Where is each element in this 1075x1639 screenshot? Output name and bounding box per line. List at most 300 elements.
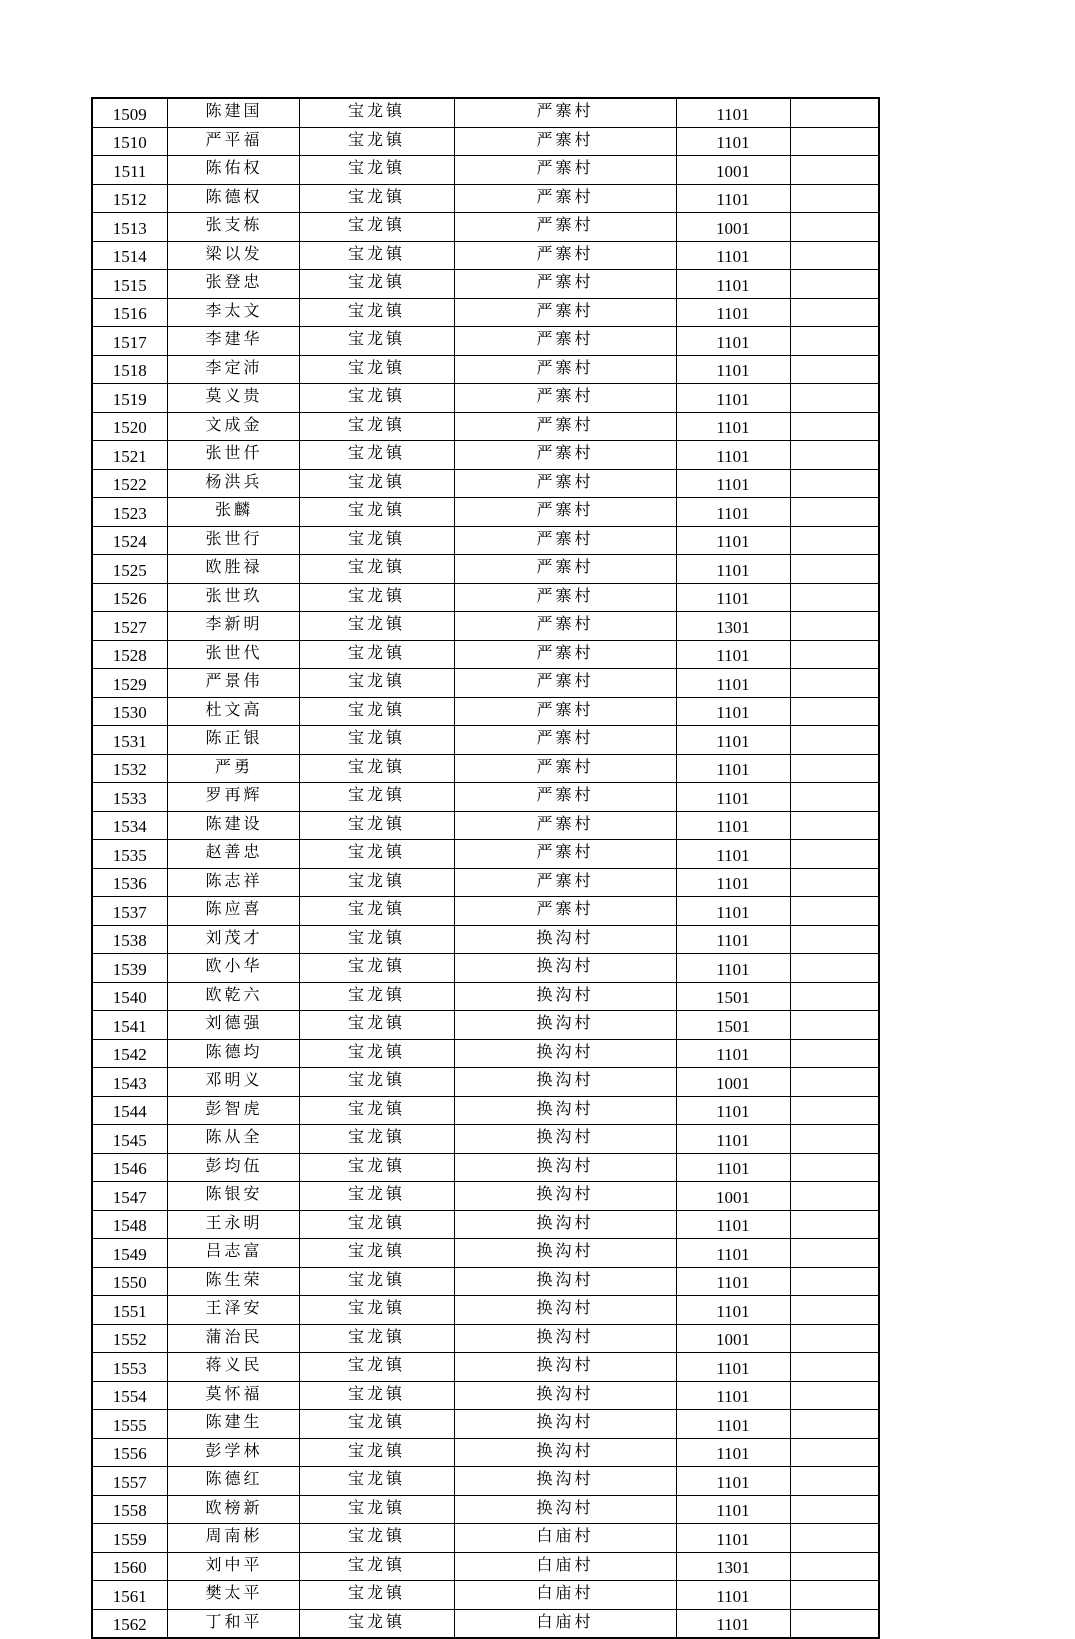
code-cell: 1101	[676, 583, 790, 612]
code-cell: 1101	[676, 1239, 790, 1268]
row-index-cell: 1527	[92, 612, 167, 641]
row-index-cell: 1529	[92, 669, 167, 698]
name-cell: 蒲治民	[167, 1324, 299, 1353]
village-cell: 换沟村	[454, 1239, 676, 1268]
row-index-cell: 1539	[92, 954, 167, 983]
row-index-cell: 1519	[92, 384, 167, 413]
remark-cell	[790, 1609, 879, 1638]
name-cell: 刘德强	[167, 1011, 299, 1040]
name-cell: 李新明	[167, 612, 299, 641]
name-cell: 王永明	[167, 1210, 299, 1239]
remark-cell	[790, 270, 879, 299]
code-cell: 1101	[676, 1438, 790, 1467]
table-row	[92, 327, 879, 356]
code-cell: 1101	[676, 811, 790, 840]
code-cell: 1101	[676, 469, 790, 498]
town-cell: 宝龙镇	[299, 441, 454, 470]
remark-cell	[790, 98, 879, 127]
code-cell: 1101	[676, 1210, 790, 1239]
name-cell: 严平福	[167, 127, 299, 156]
code-cell: 1101	[676, 412, 790, 441]
code-cell: 1101	[676, 868, 790, 897]
code-cell: 1001	[676, 1068, 790, 1097]
remark-cell	[790, 783, 879, 812]
row-index-cell: 1526	[92, 583, 167, 612]
name-cell: 彭智虎	[167, 1096, 299, 1125]
name-cell: 刘茂才	[167, 925, 299, 954]
town-cell: 宝龙镇	[299, 270, 454, 299]
row-index-cell: 1556	[92, 1438, 167, 1467]
town-cell: 宝龙镇	[299, 498, 454, 527]
code-cell: 1101	[676, 1153, 790, 1182]
town-cell: 宝龙镇	[299, 213, 454, 242]
town-cell: 宝龙镇	[299, 954, 454, 983]
table-row	[92, 783, 879, 812]
name-cell: 陈生荣	[167, 1267, 299, 1296]
row-index-cell: 1549	[92, 1239, 167, 1268]
code-cell: 1101	[676, 1353, 790, 1382]
village-cell: 严寨村	[454, 811, 676, 840]
name-cell: 王泽安	[167, 1296, 299, 1325]
row-index-cell: 1509	[92, 98, 167, 127]
row-index-cell: 1517	[92, 327, 167, 356]
town-cell: 宝龙镇	[299, 355, 454, 384]
town-cell: 宝龙镇	[299, 583, 454, 612]
code-cell: 1001	[676, 213, 790, 242]
name-cell: 邓明义	[167, 1068, 299, 1097]
town-cell: 宝龙镇	[299, 1267, 454, 1296]
remark-cell	[790, 298, 879, 327]
town-cell: 宝龙镇	[299, 640, 454, 669]
remark-cell	[790, 1239, 879, 1268]
remark-cell	[790, 868, 879, 897]
row-index-cell: 1553	[92, 1353, 167, 1382]
village-cell: 白庙村	[454, 1581, 676, 1610]
row-index-cell: 1520	[92, 412, 167, 441]
code-cell: 1101	[676, 98, 790, 127]
name-cell: 陈德均	[167, 1039, 299, 1068]
name-cell: 欧小华	[167, 954, 299, 983]
village-cell: 换沟村	[454, 1267, 676, 1296]
name-cell: 欧榜新	[167, 1495, 299, 1524]
village-cell: 严寨村	[454, 583, 676, 612]
data-table	[91, 97, 880, 1639]
name-cell: 陈志祥	[167, 868, 299, 897]
village-cell: 严寨村	[454, 726, 676, 755]
code-cell: 1101	[676, 897, 790, 926]
table-row	[92, 298, 879, 327]
village-cell: 换沟村	[454, 1210, 676, 1239]
code-cell: 1101	[676, 1267, 790, 1296]
table-row	[92, 1296, 879, 1325]
name-cell: 丁和平	[167, 1609, 299, 1638]
code-cell: 1101	[676, 1381, 790, 1410]
name-cell: 李建华	[167, 327, 299, 356]
town-cell: 宝龙镇	[299, 925, 454, 954]
code-cell: 1101	[676, 355, 790, 384]
table-row	[92, 1153, 879, 1182]
name-cell: 张麟	[167, 498, 299, 527]
row-index-cell: 1559	[92, 1524, 167, 1553]
table-row	[92, 1438, 879, 1467]
row-index-cell: 1513	[92, 213, 167, 242]
table-row	[92, 1353, 879, 1382]
town-cell: 宝龙镇	[299, 1125, 454, 1154]
name-cell: 张世玖	[167, 583, 299, 612]
remark-cell	[790, 1068, 879, 1097]
code-cell: 1101	[676, 1296, 790, 1325]
village-cell: 换沟村	[454, 1039, 676, 1068]
code-cell: 1101	[676, 954, 790, 983]
town-cell: 宝龙镇	[299, 156, 454, 185]
remark-cell	[790, 1267, 879, 1296]
name-cell: 欧胜禄	[167, 555, 299, 584]
village-cell: 严寨村	[454, 555, 676, 584]
name-cell: 张登忠	[167, 270, 299, 299]
town-cell: 宝龙镇	[299, 412, 454, 441]
remark-cell	[790, 327, 879, 356]
name-cell: 陈德权	[167, 184, 299, 213]
code-cell: 1301	[676, 612, 790, 641]
town-cell: 宝龙镇	[299, 669, 454, 698]
table-row	[92, 412, 879, 441]
name-cell: 杜文高	[167, 697, 299, 726]
name-cell: 陈银安	[167, 1182, 299, 1211]
code-cell: 1101	[676, 754, 790, 783]
town-cell: 宝龙镇	[299, 1182, 454, 1211]
name-cell: 莫义贵	[167, 384, 299, 413]
name-cell: 欧乾六	[167, 982, 299, 1011]
table-row	[92, 925, 879, 954]
table-row	[92, 1581, 879, 1610]
remark-cell	[790, 1552, 879, 1581]
row-index-cell: 1511	[92, 156, 167, 185]
row-index-cell: 1560	[92, 1552, 167, 1581]
table-row	[92, 697, 879, 726]
village-cell: 严寨村	[454, 697, 676, 726]
row-index-cell: 1551	[92, 1296, 167, 1325]
row-index-cell: 1524	[92, 526, 167, 555]
row-index-cell: 1557	[92, 1467, 167, 1496]
remark-cell	[790, 555, 879, 584]
town-cell: 宝龙镇	[299, 811, 454, 840]
row-index-cell: 1545	[92, 1125, 167, 1154]
village-cell: 白庙村	[454, 1609, 676, 1638]
table-row	[92, 213, 879, 242]
row-index-cell: 1558	[92, 1495, 167, 1524]
name-cell: 张世行	[167, 526, 299, 555]
code-cell: 1101	[676, 441, 790, 470]
town-cell: 宝龙镇	[299, 1296, 454, 1325]
town-cell: 宝龙镇	[299, 526, 454, 555]
village-cell: 换沟村	[454, 1153, 676, 1182]
name-cell: 樊太平	[167, 1581, 299, 1610]
table-row	[92, 811, 879, 840]
table-row	[92, 1609, 879, 1638]
table-row	[92, 241, 879, 270]
town-cell: 宝龙镇	[299, 1239, 454, 1268]
village-cell: 换沟村	[454, 1182, 676, 1211]
name-cell: 李太文	[167, 298, 299, 327]
code-cell: 1501	[676, 1011, 790, 1040]
town-cell: 宝龙镇	[299, 840, 454, 869]
code-cell: 1101	[676, 555, 790, 584]
remark-cell	[790, 127, 879, 156]
name-cell: 杨洪兵	[167, 469, 299, 498]
town-cell: 宝龙镇	[299, 1039, 454, 1068]
table-row	[92, 1410, 879, 1439]
village-cell: 严寨村	[454, 298, 676, 327]
village-cell: 换沟村	[454, 1296, 676, 1325]
remark-cell	[790, 412, 879, 441]
table-row	[92, 384, 879, 413]
table-row	[92, 526, 879, 555]
row-index-cell: 1542	[92, 1039, 167, 1068]
row-index-cell: 1522	[92, 469, 167, 498]
code-cell: 1101	[676, 669, 790, 698]
table-row	[92, 583, 879, 612]
remark-cell	[790, 469, 879, 498]
remark-cell	[790, 213, 879, 242]
town-cell: 宝龙镇	[299, 1210, 454, 1239]
code-cell: 1101	[676, 1467, 790, 1496]
remark-cell	[790, 1182, 879, 1211]
row-index-cell: 1562	[92, 1609, 167, 1638]
table-body	[92, 98, 879, 1638]
town-cell: 宝龙镇	[299, 1438, 454, 1467]
town-cell: 宝龙镇	[299, 1495, 454, 1524]
remark-cell	[790, 612, 879, 641]
row-index-cell: 1538	[92, 925, 167, 954]
town-cell: 宝龙镇	[299, 469, 454, 498]
code-cell: 1101	[676, 498, 790, 527]
village-cell: 严寨村	[454, 270, 676, 299]
remark-cell	[790, 156, 879, 185]
town-cell: 宝龙镇	[299, 697, 454, 726]
row-index-cell: 1533	[92, 783, 167, 812]
code-cell: 1101	[676, 127, 790, 156]
table-row	[92, 98, 879, 127]
code-cell: 1101	[676, 184, 790, 213]
table-row	[92, 1267, 879, 1296]
town-cell: 宝龙镇	[299, 1324, 454, 1353]
town-cell: 宝龙镇	[299, 241, 454, 270]
table-row	[92, 1239, 879, 1268]
village-cell: 严寨村	[454, 754, 676, 783]
code-cell: 1101	[676, 1125, 790, 1154]
name-cell: 陈建设	[167, 811, 299, 840]
table-row	[92, 1324, 879, 1353]
remark-cell	[790, 925, 879, 954]
table-row	[92, 954, 879, 983]
remark-cell	[790, 754, 879, 783]
table-row	[92, 1524, 879, 1553]
name-cell: 陈从全	[167, 1125, 299, 1154]
table-row	[92, 1552, 879, 1581]
town-cell: 宝龙镇	[299, 127, 454, 156]
village-cell: 严寨村	[454, 127, 676, 156]
village-cell: 换沟村	[454, 1410, 676, 1439]
town-cell: 宝龙镇	[299, 555, 454, 584]
remark-cell	[790, 1467, 879, 1496]
name-cell: 张世代	[167, 640, 299, 669]
village-cell: 严寨村	[454, 612, 676, 641]
remark-cell	[790, 697, 879, 726]
name-cell: 李定沛	[167, 355, 299, 384]
town-cell: 宝龙镇	[299, 1011, 454, 1040]
village-cell: 严寨村	[454, 640, 676, 669]
remark-cell	[790, 1353, 879, 1382]
village-cell: 换沟村	[454, 1125, 676, 1154]
remark-cell	[790, 669, 879, 698]
village-cell: 换沟村	[454, 982, 676, 1011]
table-row	[92, 1182, 879, 1211]
village-cell: 换沟村	[454, 954, 676, 983]
code-cell: 1001	[676, 1324, 790, 1353]
village-cell: 严寨村	[454, 156, 676, 185]
village-cell: 严寨村	[454, 469, 676, 498]
row-index-cell: 1537	[92, 897, 167, 926]
village-cell: 严寨村	[454, 213, 676, 242]
remark-cell	[790, 1581, 879, 1610]
name-cell: 周南彬	[167, 1524, 299, 1553]
table-row	[92, 1210, 879, 1239]
village-cell: 严寨村	[454, 669, 676, 698]
code-cell: 1101	[676, 1581, 790, 1610]
name-cell: 严景伟	[167, 669, 299, 698]
town-cell: 宝龙镇	[299, 1353, 454, 1382]
name-cell: 张世仟	[167, 441, 299, 470]
table-row	[92, 1011, 879, 1040]
name-cell: 罗再辉	[167, 783, 299, 812]
town-cell: 宝龙镇	[299, 1609, 454, 1638]
name-cell: 赵善忠	[167, 840, 299, 869]
village-cell: 严寨村	[454, 98, 676, 127]
row-index-cell: 1534	[92, 811, 167, 840]
town-cell: 宝龙镇	[299, 726, 454, 755]
code-cell: 1101	[676, 270, 790, 299]
name-cell: 梁以发	[167, 241, 299, 270]
village-cell: 换沟村	[454, 1324, 676, 1353]
village-cell: 换沟村	[454, 1438, 676, 1467]
name-cell: 彭均伍	[167, 1153, 299, 1182]
code-cell: 1101	[676, 1524, 790, 1553]
code-cell: 1101	[676, 241, 790, 270]
town-cell: 宝龙镇	[299, 1552, 454, 1581]
name-cell: 陈佑权	[167, 156, 299, 185]
row-index-cell: 1514	[92, 241, 167, 270]
name-cell: 蒋义民	[167, 1353, 299, 1382]
village-cell: 换沟村	[454, 1068, 676, 1097]
town-cell: 宝龙镇	[299, 1068, 454, 1097]
remark-cell	[790, 1125, 879, 1154]
town-cell: 宝龙镇	[299, 982, 454, 1011]
code-cell: 1101	[676, 384, 790, 413]
town-cell: 宝龙镇	[299, 612, 454, 641]
code-cell: 1101	[676, 640, 790, 669]
name-cell: 陈德红	[167, 1467, 299, 1496]
remark-cell	[790, 1039, 879, 1068]
remark-cell	[790, 1410, 879, 1439]
remark-cell	[790, 184, 879, 213]
row-index-cell: 1528	[92, 640, 167, 669]
table-row	[92, 127, 879, 156]
name-cell: 陈应喜	[167, 897, 299, 926]
table-row	[92, 669, 879, 698]
village-cell: 换沟村	[454, 1353, 676, 1382]
town-cell: 宝龙镇	[299, 1524, 454, 1553]
remark-cell	[790, 726, 879, 755]
row-index-cell: 1550	[92, 1267, 167, 1296]
table-row	[92, 868, 879, 897]
village-cell: 换沟村	[454, 1096, 676, 1125]
row-index-cell: 1561	[92, 1581, 167, 1610]
row-index-cell: 1544	[92, 1096, 167, 1125]
code-cell: 1101	[676, 1039, 790, 1068]
code-cell: 1101	[676, 1609, 790, 1638]
name-cell: 吕志富	[167, 1239, 299, 1268]
town-cell: 宝龙镇	[299, 1096, 454, 1125]
name-cell: 张支栋	[167, 213, 299, 242]
table-row	[92, 1467, 879, 1496]
town-cell: 宝龙镇	[299, 1153, 454, 1182]
row-index-cell: 1525	[92, 555, 167, 584]
table-row	[92, 156, 879, 185]
remark-cell	[790, 583, 879, 612]
village-cell: 换沟村	[454, 1467, 676, 1496]
town-cell: 宝龙镇	[299, 298, 454, 327]
table-row	[92, 184, 879, 213]
name-cell: 陈正银	[167, 726, 299, 755]
remark-cell	[790, 384, 879, 413]
village-cell: 严寨村	[454, 384, 676, 413]
town-cell: 宝龙镇	[299, 1381, 454, 1410]
name-cell: 严勇	[167, 754, 299, 783]
town-cell: 宝龙镇	[299, 1467, 454, 1496]
remark-cell	[790, 1524, 879, 1553]
row-index-cell: 1547	[92, 1182, 167, 1211]
table-row	[92, 1495, 879, 1524]
row-index-cell: 1530	[92, 697, 167, 726]
town-cell: 宝龙镇	[299, 327, 454, 356]
row-index-cell: 1535	[92, 840, 167, 869]
code-cell: 1101	[676, 1096, 790, 1125]
code-cell: 1101	[676, 327, 790, 356]
table-row	[92, 498, 879, 527]
row-index-cell: 1536	[92, 868, 167, 897]
row-index-cell: 1521	[92, 441, 167, 470]
code-cell: 1101	[676, 783, 790, 812]
village-cell: 严寨村	[454, 840, 676, 869]
row-index-cell: 1554	[92, 1381, 167, 1410]
code-cell: 1001	[676, 156, 790, 185]
code-cell: 1001	[676, 1182, 790, 1211]
table-row	[92, 1125, 879, 1154]
remark-cell	[790, 1096, 879, 1125]
name-cell: 莫怀福	[167, 1381, 299, 1410]
remark-cell	[790, 982, 879, 1011]
code-cell: 1101	[676, 726, 790, 755]
village-cell: 换沟村	[454, 925, 676, 954]
code-cell: 1101	[676, 1495, 790, 1524]
code-cell: 1301	[676, 1552, 790, 1581]
village-cell: 严寨村	[454, 526, 676, 555]
village-cell: 严寨村	[454, 184, 676, 213]
remark-cell	[790, 498, 879, 527]
village-cell: 严寨村	[454, 441, 676, 470]
village-cell: 严寨村	[454, 868, 676, 897]
remark-cell	[790, 1495, 879, 1524]
